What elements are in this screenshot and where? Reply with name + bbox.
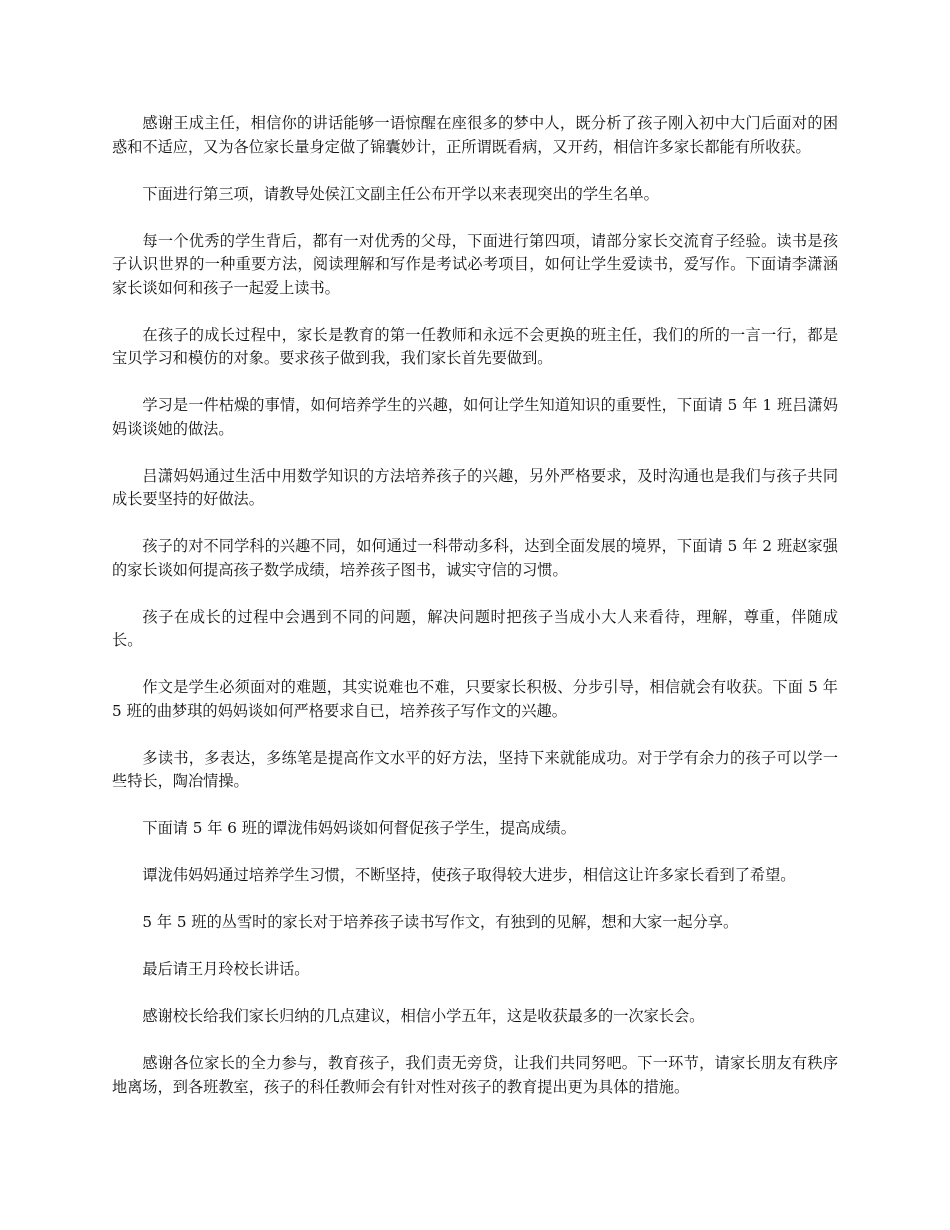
paragraph-12: 谭泷伟妈妈通过培养学生习惯，不断坚持，使孩子取得较大进步，相信这让许多家长看到了希望。: [142, 866, 796, 884]
paragraph-9: 作文是学生必须面对的难题，其实说难也不难，只要家长积极、分步引导，相信就会有收获。下面 5 年 5 班的曲梦琪的妈妈谈如何严格要求自已，培养孩子写作文的兴趣。: [112, 678, 838, 720]
document-page: [112, 112, 838, 1123]
paragraph-11: 下面请 5 年 6 班的谭泷伟妈妈谈如何督促孩子学生，提高成绩。: [142, 819, 576, 837]
paragraph-14: 最后请王月玲校长讲话。: [142, 960, 310, 978]
paragraph-1: 感谢王成主任，相信你的讲话能够一语惊醒在座很多的梦中人，既分析了孩子刚入初中大门后面对的困惑和不适应，又为各位家长量身定做了锦囊妙计，正所谓既看病，又开药，相信许多家长都能有所收获。: [112, 114, 838, 156]
paragraph-7: 孩子的对不同学科的兴趣不同，如何通过一科带动多科，达到全面发展的境界，下面请 5 年 2 班赵家强的家长谈如何提高孩子数学成绩，培养孩子图书，诚实守信的习惯。: [112, 537, 838, 579]
paragraph-10: 多读书，多表达，多练笔是提高作文水平的好方法，坚持下来就能成功。对于学有余力的孩子可以学一些特长，陶冶情操。: [112, 748, 838, 790]
paragraph-3: 每一个优秀的学生背后，都有一对优秀的父母，下面进行第四项，请部分家长交流育子经验。读书是孩子认识世界的一种重要方法，阅读理解和写作是考试必考项目，如何让学生爱读书，爱写作。下面请李潇涵家长谈如何和孩子一起爱上读书。: [112, 231, 838, 297]
paragraph-6: 吕潇妈妈通过生活中用数学知识的方法培养孩子的兴趣，另外严格要求，及时沟通也是我们与孩子共同成长要坚持的好做法。: [112, 466, 838, 508]
paragraph-2: 下面进行第三项，请教导处侯江文副主任公布开学以来表现突出的学生名单。: [142, 184, 659, 203]
paragraph-4: 在孩子的成长过程中，家长是教育的第一任教师和永远不会更换的班主任，我们的所的一言一行，都是宝贝学习和模仿的对象。要求孩子做到我，我们家长首先要做到。: [112, 325, 838, 367]
paragraph-13: 5 年 5 班的丛雪时的家长对于培养孩子读书写作文，有独到的见解，想和大家一起分享。: [142, 913, 739, 931]
paragraph-15: 感谢校长给我们家长归纳的几点建议，相信小学五年，这是收获最多的一次家长会。: [142, 1007, 705, 1025]
paragraph-16: 感谢各位家长的全力参与，教育孩子，我们责无旁贷，让我们共同努吧。下一环节，请家长朋友有秩序地离场，到各班教室，孩子的科任教师会有针对性对孩子的教育提出更为具体的措施。: [112, 1054, 838, 1096]
paragraph-8: 孩子在成长的过程中会遇到不同的问题，解决问题时把孩子当成小大人来看待，理解，尊重，伴随成长。: [112, 607, 838, 649]
paragraph-5: 学习是一件枯燥的事情，如何培养学生的兴趣，如何让学生知道知识的重要性，下面请 5 年 1 班吕潇妈妈谈谈她的做法。: [112, 396, 838, 438]
